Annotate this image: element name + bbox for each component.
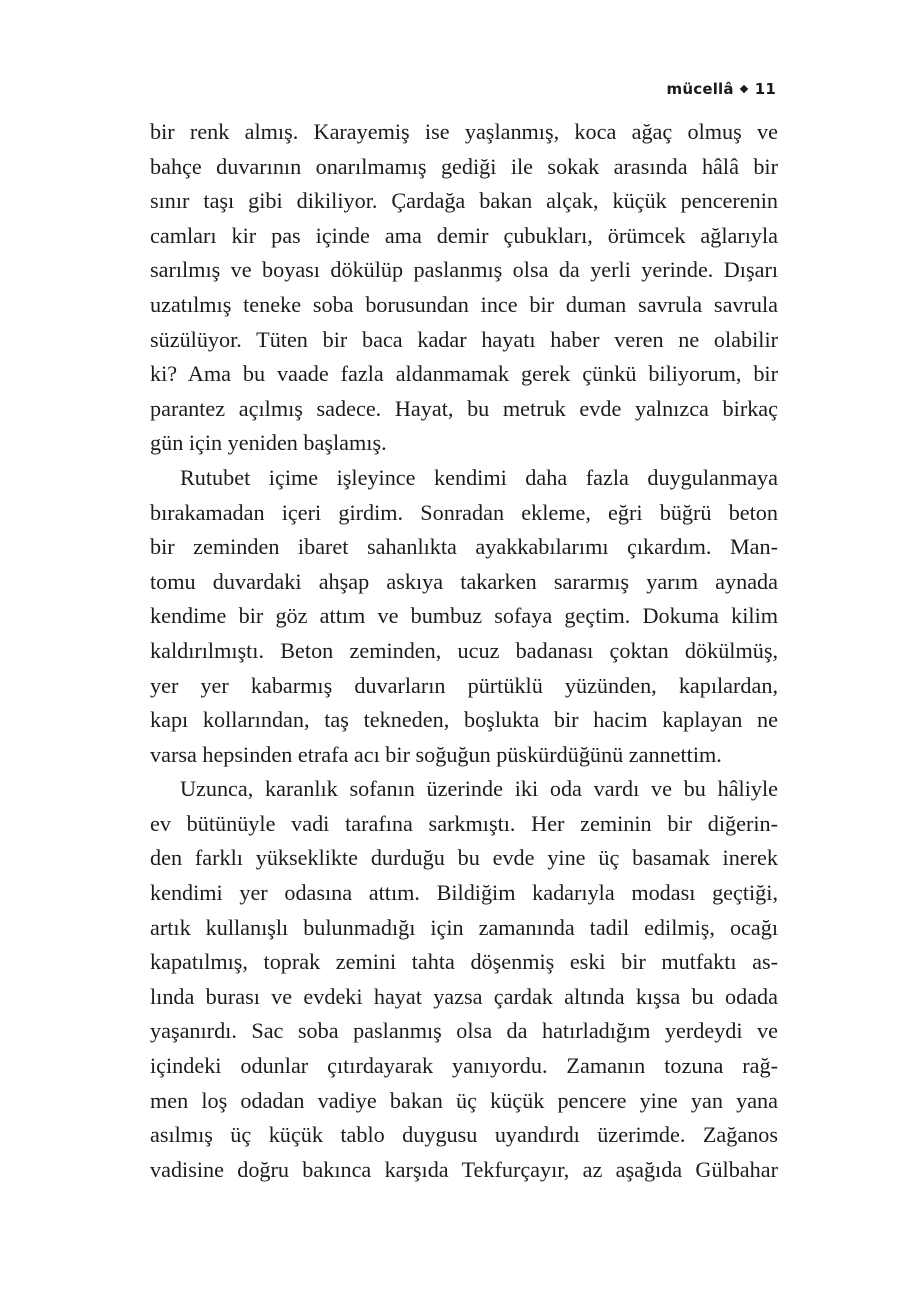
text-line: sınır taşı gibi dikiliyor. Çardağa bakan alçak, küçük pencerenin (150, 188, 778, 214)
text-line: asılmış üç küçük tablo duygusu uyandırdı üzerimde. Zağanos (150, 1122, 778, 1148)
text-line: kendime bir göz attım ve bumbuz sofaya geçtim. Dokuma kilim (150, 603, 778, 629)
text-line: den farklı yükseklikte durduğu bu evde yine üç basamak inerek (150, 845, 778, 871)
text-line: Uzunca, karanlık sofanın üzerinde iki oda vardı ve bu hâliyle (180, 776, 778, 802)
text-line: lında burası ve evdeki hayat yazsa çardak altında kışsa bu odada (150, 983, 778, 1009)
diamond-separator-icon (739, 85, 747, 93)
page-number: 11 (754, 80, 776, 98)
text-line: parantez açılmış sadece. Hayat, bu metruk evde yalnızca birkaç (150, 395, 778, 421)
text-line: ki? Ama bu vaade fazla aldanmamak gerek çünkü biliyorum, bir (150, 361, 778, 387)
text-line: gün için yeniden başlamış. (150, 430, 387, 456)
text-line: süzülüyor. Tüten bir baca kadar hayatı haber veren ne olabilir (150, 326, 778, 352)
running-header (667, 80, 776, 98)
text-line: bir zeminden ibaret sahanlıkta ayakkabılarımı çıkardım. Man- (150, 534, 778, 560)
paragraph (150, 461, 778, 772)
text-line: sarılmış ve boyası dökülüp paslanmış olsa da yerli yerinde. Dışarı (150, 257, 778, 283)
paragraph (150, 115, 778, 461)
text-line: içindeki odunlar çıtırdayarak yanıyordu. Zamanın tozuna rağ- (150, 1053, 778, 1079)
text-line: bir renk almış. Karayemiş ise yaşlanmış, koca ağaç olmuş ve (150, 119, 778, 144)
text-line: uzatılmış teneke soba borusundan ince bir duman savrula savrula (150, 291, 778, 317)
text-line: vadisine doğru bakınca karşıda Tekfurçayır, az aşağıda Gülbahar (150, 1156, 778, 1182)
text-line: kaldırılmıştı. Beton zeminden, ucuz badanası çoktan dökülmüş, (150, 637, 778, 663)
text-line: tomu duvardaki ahşap askıya takarken sararmış yarım aynada (150, 568, 778, 594)
text-line: artık kullanışlı bulunmadığı için zamanında tadil edilmiş, ocağı (150, 914, 778, 940)
text-line: kendimi yer odasına attım. Bildiğim kadarıyla modası geçtiği, (150, 880, 778, 906)
text-line: men loş odadan vadiye bakan üç küçük pencere yine yan yana (150, 1087, 778, 1113)
text-line: yer yer kabarmış duvarların pürtüklü yüzünden, kapılardan, (150, 672, 778, 698)
text-line: camları kir pas içinde ama demir çubukları, örümcek ağlarıyla (150, 222, 778, 248)
text-line: ev bütünüyle vadi tarafına sarkmıştı. Her zeminin bir diğerin- (150, 810, 778, 836)
text-line: bırakamadan içeri girdim. Sonradan ekleme, eğri büğrü beton (150, 499, 778, 525)
text-line: yaşanırdı. Sac soba paslanmış olsa da hatırladığım yerdeydi ve (150, 1018, 778, 1044)
text-line: kapı kollarından, taş tekneden, boşlukta bir hacim kaplayan ne (150, 707, 778, 733)
body-text (150, 115, 778, 1187)
text-line: kapatılmış, toprak zemini tahta döşenmiş eski bir mutfaktı as- (150, 949, 778, 975)
text-line: varsa hepsinden etrafa acı bir soğuğun püskürdüğünü zannettim. (150, 741, 722, 767)
book-title: mücellâ (666, 80, 734, 98)
text-line: Rutubet içime işleyince kendimi daha fazla duygulanmaya (180, 464, 778, 490)
text-line: bahçe duvarının onarılmamış gediği ile sokak arasında hâlâ bir (150, 153, 778, 179)
paragraph (150, 772, 778, 1187)
